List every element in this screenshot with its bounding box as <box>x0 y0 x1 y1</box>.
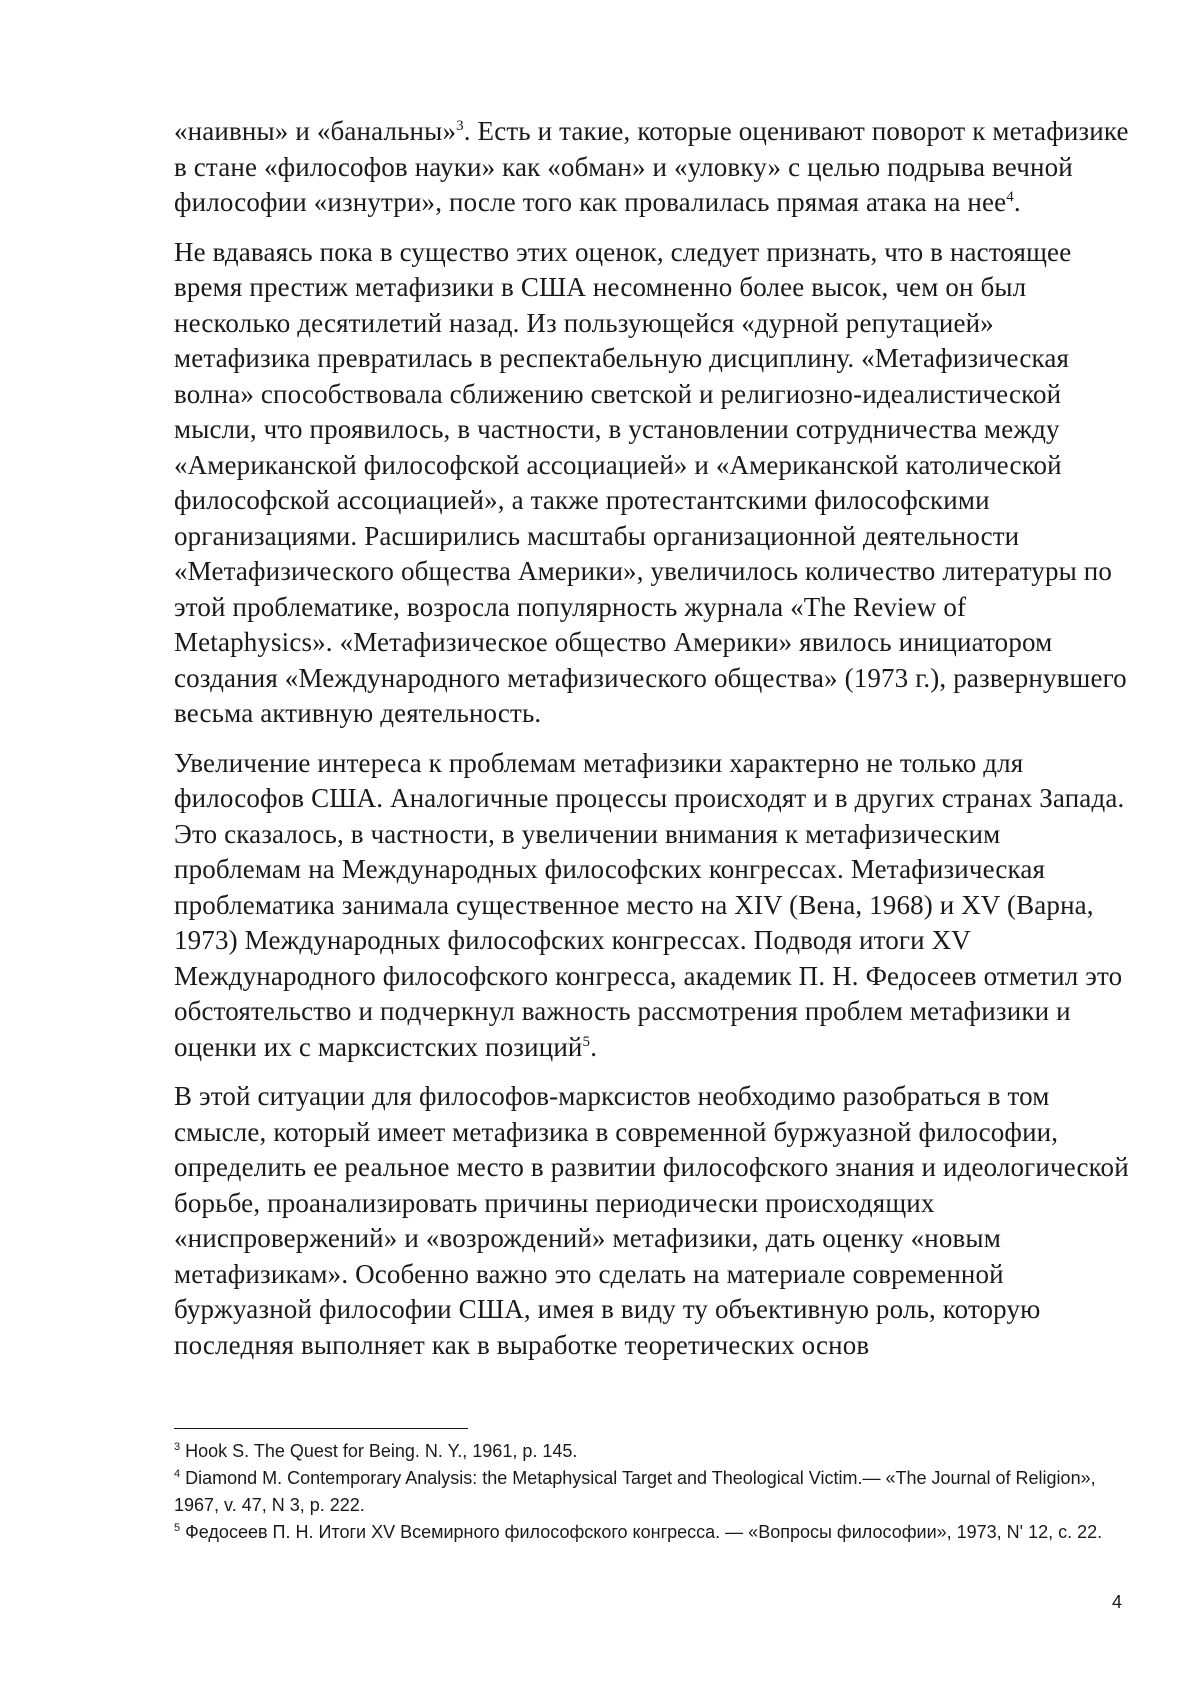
footnote-text: Diamond M. Contemporary Analysis: the Metaphysical Target and Theological Victim.— «The Journal of Religion», 1967, v. 47, N 3, p. 222. <box>174 1468 1096 1515</box>
footnote <box>174 1519 1129 1546</box>
footnote-text: Федосеев П. Н. Итоги XV Всемирного философского конгресса. — «Вопросы философии», 1973, N' 12, с. 22. <box>180 1522 1103 1542</box>
paragraph <box>174 114 1129 221</box>
footnote-text: Hook S. The Quest for Being. N. Y., 1961, p. 145. <box>180 1441 578 1461</box>
paragraph-text: В этой ситуации для философов-марксистов необходимо разобраться в том смысле, который имеет метафизика в современной буржуазной философии, определить ее реальное место в развитии философского знания и идеологической борьбе, проанализировать причины периодически происходящих «ниспровержений» и «возрождений» метафизики, дать оценку «новым метафизикам». Особенно важно это сделать на материале современной буржуазной философии США, имея в виду ту объективную роль, которую последняя выполняет как в выработке теоретических основ <box>174 1081 1129 1360</box>
footnote-separator <box>174 1428 468 1429</box>
footnote-number: 5 <box>174 1522 181 1534</box>
footnote-reference: 3 <box>456 118 464 134</box>
footnote-reference: 4 <box>1006 189 1014 205</box>
paragraph-text: Не вдаваясь пока в существо этих оценок, следует признать, что в настоящее время престиж метафизики в США несомненно более высок, чем он был несколько десятилетий назад. Из пользующейся «дурной репутацией» метафизика превратилась в респектабельную дисциплину. «Метафизическая волна» способствовала сближению светской и религиозно-идеалистической мысли, что проявилось, в частности, в установлении сотрудничества между «Американской философской ассоциацией» и «Американской католической философской ассоциацией», а также протестантскими философскими организациями. Расширились масштабы организационной деятельности «Метафизического общества Америки», увеличилось количество литературы по этой проблематике, возросла популярность журнала «The Review of Metaphysics». «Метафизическое общество Америки» явилось инициатором создания «Международного метафизического общества» (1973 г.), развернувшего весьма активную деятельность. <box>174 236 1127 728</box>
paragraph-text: Увеличение интереса к проблемам метафизики характерно не только для философов США. Аналогичные процессы происходят и в других странах Запада. Это сказалось, в частности, в увеличении внимания к метафизическим проблемам на Международных философских конгрессах. Метафизическая проблематика занимала существенное место на XIV (Вена, 1968) и XV (Варна, 1973) Международных философских конгрессах. Подводя итоги XV Международного философского конгресса, академик П. Н. Федосеев отметил это обстоятельство и подчеркнул важность рассмотрения проблем метафизики и оценки их с марксистских позиций <box>174 747 1125 1062</box>
paragraph-text: «наивны» и «банальны» <box>174 116 457 146</box>
page-number: 4 <box>1111 1592 1122 1612</box>
footnote-number: 3 <box>174 1441 181 1453</box>
footnote <box>174 1438 1129 1465</box>
footnote-number: 4 <box>174 1468 181 1480</box>
body-text <box>174 114 1129 1377</box>
paragraph-text: . Есть и такие, которые оценивают поворот к метафизике в стане «философов науки» как «обман» и «уловку» с целью подрыва вечной философии «изнутри», после того как провалилась прямая атака на нее <box>174 116 1129 217</box>
paragraph <box>174 235 1129 732</box>
paragraph <box>174 746 1129 1066</box>
paragraph-text: . <box>1013 187 1021 217</box>
footnote <box>174 1465 1129 1519</box>
footnote-reference: 5 <box>582 1033 591 1050</box>
paragraph <box>174 1079 1129 1363</box>
footnotes <box>174 1438 1129 1546</box>
paragraph-text: . <box>590 1031 598 1062</box>
